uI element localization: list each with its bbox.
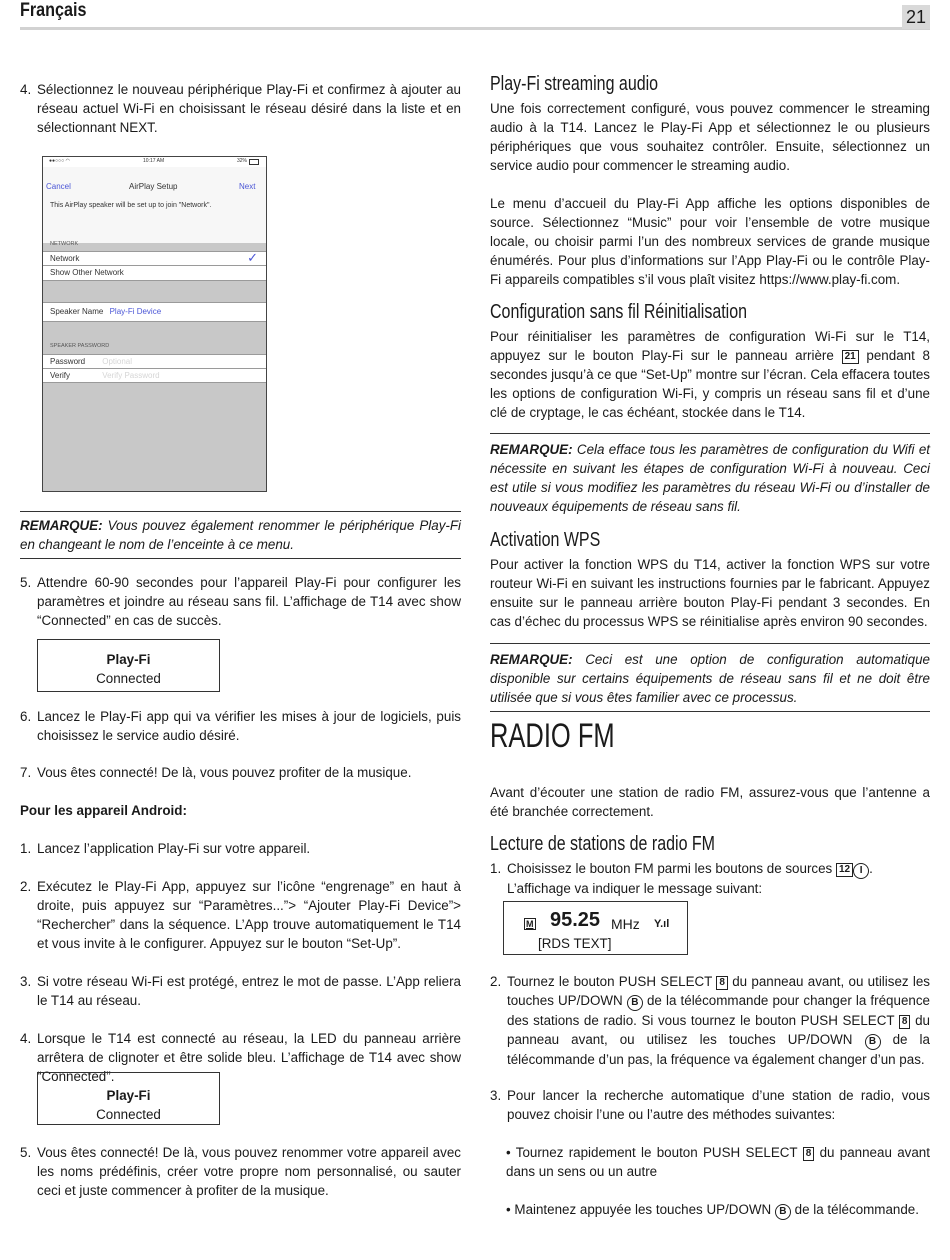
push-select-badge: 8	[899, 1015, 911, 1029]
paragraph-streaming: Une fois correctement configuré, vous pouvez commencer le streaming audio à la T14. Lancez le Play-Fi App et sélectionnez le ou plusieurs périphériques que vous souhaitez contrôler. Ensuite, sélectionnez un service audio pour commencer le streaming audio.	[490, 101, 930, 173]
radio-step-2	[490, 972, 930, 1069]
bullet-text-1: • Tournez rapidement le bouton PUSH SELECT	[506, 1145, 798, 1160]
note-text: Vous pouvez également renommer le périphérique Play-Fi en changeant le nom de l’enceinte à ce menu.	[20, 518, 461, 552]
bullet-rotate	[506, 1143, 930, 1181]
step-5	[20, 573, 461, 630]
note-text: Ceci est une option de configuration automatique disponible sur certains équipements de réseau sans fil et ne doit être utilisée que si vous êtes familier avec ce processus.	[490, 652, 930, 705]
note-reset	[490, 440, 930, 516]
push-select-badge: 8	[716, 976, 728, 990]
step-text: Pour lancer la recherche automatique d’une station de radio, vous pouvez choisir l’une ou l’autre des méthodes suivantes:	[507, 1088, 930, 1122]
rear-panel-button-badge: 21	[842, 350, 859, 364]
step-text: Vous êtes connecté! De là, vous pouvez renommer votre appareil avec les noms prédéfinis, créer votre propre nom personnalisé, ou sauter ceci et juste commencer à profiter de la musique.	[37, 1145, 461, 1198]
step-text: Attendre 60-90 secondes pour l’appareil Play-Fi pour configurer les paramètres et joindre au réseau sans fil. L’affichage de T14 avec show “Connected” en cas de succès.	[37, 575, 461, 628]
bullet-text-1: • Maintenez appuyée les touches UP/DOWN	[506, 1202, 772, 1217]
android-step-2	[20, 877, 461, 953]
step-text-5: de la télécommande d’un pas, la fréquence va également changer d’un pas.	[507, 1032, 930, 1067]
password-placeholder: Optional	[102, 357, 133, 366]
step-text: Lancez l’application Play-Fi sur votre appareil.	[37, 841, 311, 856]
note-rule-bottom	[20, 558, 461, 559]
paragraph-radio: Avant d’écouter une station de radio FM, assurez-vous que l’antenne a été branchée correctement.	[490, 785, 930, 819]
verify-placeholder: Verify Password	[102, 371, 160, 380]
note-wps	[490, 650, 930, 707]
step-text-3: de la télécommande pour changer la fréquence des stations de radio. Si vous tournez le bouton PUSH SELECT	[507, 993, 930, 1028]
step-text-2: du panneau avant, ou utilisez les touches UP/DOWN	[507, 974, 930, 1008]
updown-remote-circle: B	[775, 1204, 791, 1220]
note-rule-top	[490, 433, 930, 434]
bullet-hold	[506, 1200, 930, 1220]
step-text: Si votre réseau Wi-Fi est protégé, entrez le mot de passe. L’App reliera le T14 au réseau.	[37, 974, 461, 1008]
speaker-name-label: Speaker Name	[50, 307, 104, 316]
step-number: 5.	[20, 575, 32, 590]
right-column	[490, 0, 930, 1260]
note-label: REMARQUE:	[490, 652, 573, 667]
remote-button-circle: I	[853, 863, 869, 879]
step-text	[507, 972, 930, 1069]
paragraph-reset	[490, 327, 930, 422]
push-select-badge: 8	[803, 1147, 815, 1161]
heading-radio-fm: RADIO FM	[490, 717, 615, 755]
rds-text: [RDS TEXT]	[538, 936, 612, 951]
android-step-5	[20, 1143, 461, 1200]
step-number: 1.	[490, 861, 502, 876]
reset-text-a: Pour réinitialiser les paramètres de configuration Wi-Fi sur le T14, appuyez sur le bouton Play-Fi sur le panneau arrière	[490, 329, 930, 363]
step-text-4: du panneau avant, ou utilisez les touches UP/DOWN	[507, 1013, 930, 1047]
next-button[interactable]: Next	[239, 182, 256, 191]
password-label: Password	[50, 357, 86, 366]
paragraph-menu: Le menu d’accueil du Play-Fi App affiche les options disponibles de source. Sélectionnez “Music” pour voir l’ensemble de votre musique locale, ou choisir parmi l’un des nombreux services de grande musique énumérés. Pour plus d’informations sur l’App Play-Fi ou le contrôle Play-Fi appareils compatibles s’il vous plaît visitez https://www.play-fi.com.	[490, 196, 930, 287]
display-line-2: Connected	[96, 671, 161, 686]
note-rename	[20, 516, 461, 554]
step-number: 7.	[20, 765, 32, 780]
checkmark-icon: ✓	[247, 250, 258, 265]
section-language-title: Français	[20, 0, 87, 21]
note-label: REMARQUE:	[490, 442, 573, 457]
display-line-1: Play-Fi	[106, 1088, 151, 1103]
step-number: 3.	[490, 1088, 502, 1103]
heading-streaming: Play-Fi streaming audio	[490, 73, 659, 95]
step-text-1: Tournez le bouton PUSH SELECT	[507, 974, 713, 989]
bullet-text-2: de la télécommande.	[794, 1202, 919, 1217]
setup-title: AirPlay Setup	[129, 182, 178, 191]
heading-reset: Configuration sans fil Réinitialisation	[490, 301, 748, 323]
page-number: 21	[902, 5, 930, 29]
device-display-connected-2	[37, 1072, 220, 1125]
updown-remote-circle: B	[865, 1034, 881, 1050]
step-text-a: Choisissez le bouton FM parmi les boutons de sources	[507, 861, 833, 876]
device-display-connected	[37, 639, 220, 692]
radio-step-1	[490, 859, 930, 898]
step-number: 3.	[20, 974, 32, 989]
fm-display	[503, 901, 688, 955]
step-text: Exécutez le Play-Fi App, appuyez sur l’icône “engrenage” en haut à droite, puis appuyez sur “Paramètres...”> “Ajouter Play-Fi Device”> “Rechercher” dans la séquence. L’App trouve automatiquement le T14 et vous invite à le configurer. Appuyez sur le bouton “Set-Up”.	[37, 879, 461, 951]
step-number: 2.	[490, 974, 502, 989]
step-text	[507, 859, 930, 898]
note-label: REMARQUE:	[20, 518, 103, 533]
step-text: Vous êtes connecté! De là, vous pouvez profiter de la musique.	[37, 765, 412, 780]
step-number: 2.	[20, 879, 32, 894]
network-section-header: NETWORK	[50, 241, 79, 247]
step-text: Sélectionnez le nouveau périphérique Play-Fi et confirmez à ajouter au réseau actuel Wi-Fi en choisissant le réseau désiré dans la liste et en sélectionnant NEXT.	[37, 82, 461, 135]
fm-frequency: 95.25	[550, 909, 601, 931]
android-step-3	[20, 972, 461, 1010]
memory-mode-icon: M	[526, 919, 534, 929]
verify-label: Verify	[50, 371, 71, 380]
step-number: 4.	[20, 82, 32, 97]
updown-remote-circle: B	[627, 995, 643, 1011]
speaker-password-header: SPEAKER PASSWORD	[50, 343, 110, 349]
note-text: Cela efface tous les paramètres de configuration du Wifi et nécessite en suivant les étapes de configuration Wi-Fi à nouveau. Ceci est utile si vous modifiez les paramètres du réseau Wi-Fi ou d’installer de nouveaux équipements de réseau sans fil.	[490, 442, 930, 514]
signal-strength-icon: Y.ıl	[654, 918, 670, 930]
display-line-2: Connected	[96, 1107, 161, 1122]
step-7	[20, 763, 461, 782]
radio-step-3	[490, 1086, 930, 1124]
step-number: 1.	[20, 841, 32, 856]
reset-text-b: pendant 8 secondes jusqu’à ce que “Set-Up” montre sur l’écran. Cela effacera toutes les options de configuration Wi-Fi, y compris un réseau sans fil et d’une clé de cryptage, le cas échéant, stockée dans le T14.	[490, 348, 930, 420]
cancel-button[interactable]: Cancel	[46, 182, 71, 191]
android-heading: Pour les appareil Android:	[20, 803, 187, 818]
source-button-badge: 12	[836, 863, 853, 877]
step-number: 4.	[20, 1031, 32, 1046]
step-text: Lancez le Play-Fi app qui va vérifier les mises à jour de logiciels, puis choisissez le service audio désiré.	[37, 709, 461, 743]
signal-icon: ●●○○○ ◠	[49, 158, 70, 164]
note-rule-top	[20, 511, 461, 512]
heading-wps: Activation WPS	[490, 529, 601, 551]
status-battery: 32%	[237, 158, 248, 164]
note-rule-top	[490, 643, 930, 644]
step-text-b: . L’affichage va indiquer le message suivant:	[507, 861, 873, 896]
left-column-lower	[20, 0, 461, 1260]
display-line-1: Play-Fi	[106, 652, 151, 667]
step-text: Lorsque le T14 est connecté au réseau, la LED du panneau arrière arrêtera de clignoter et être solide bleu. L’affichage de T14 avec show “Connected”.	[37, 1031, 461, 1084]
paragraph-wps: Pour activer la fonction WPS du T14, activer la fonction WPS sur votre routeur Wi-Fi en suivant les instructions fournies par le fabricant. Appuyez ensuite sur le panneau arrière bouton Play-Fi pendant 3 secondes. En cas d’échec du processus WPS se réinitialise après environ 90 secondes.	[490, 557, 930, 629]
other-network-label: Show Other Network	[50, 268, 124, 277]
step-6	[20, 707, 461, 745]
android-step-1	[20, 839, 461, 858]
setup-message: This AirPlay speaker will be set up to join "Network".	[50, 202, 212, 209]
bullet-text-2: du panneau avant dans un sens ou un autre	[506, 1145, 930, 1179]
speaker-name-value: Play-Fi Device	[109, 307, 162, 316]
heading-lecture: Lecture de stations de radio FM	[490, 833, 716, 855]
fm-unit: MHz	[611, 916, 640, 932]
status-time: 10:17 AM	[143, 158, 165, 164]
step-number: 6.	[20, 709, 32, 724]
step-number: 5.	[20, 1145, 32, 1160]
note-rule-bottom	[490, 711, 930, 712]
network-name: Network	[50, 254, 80, 263]
